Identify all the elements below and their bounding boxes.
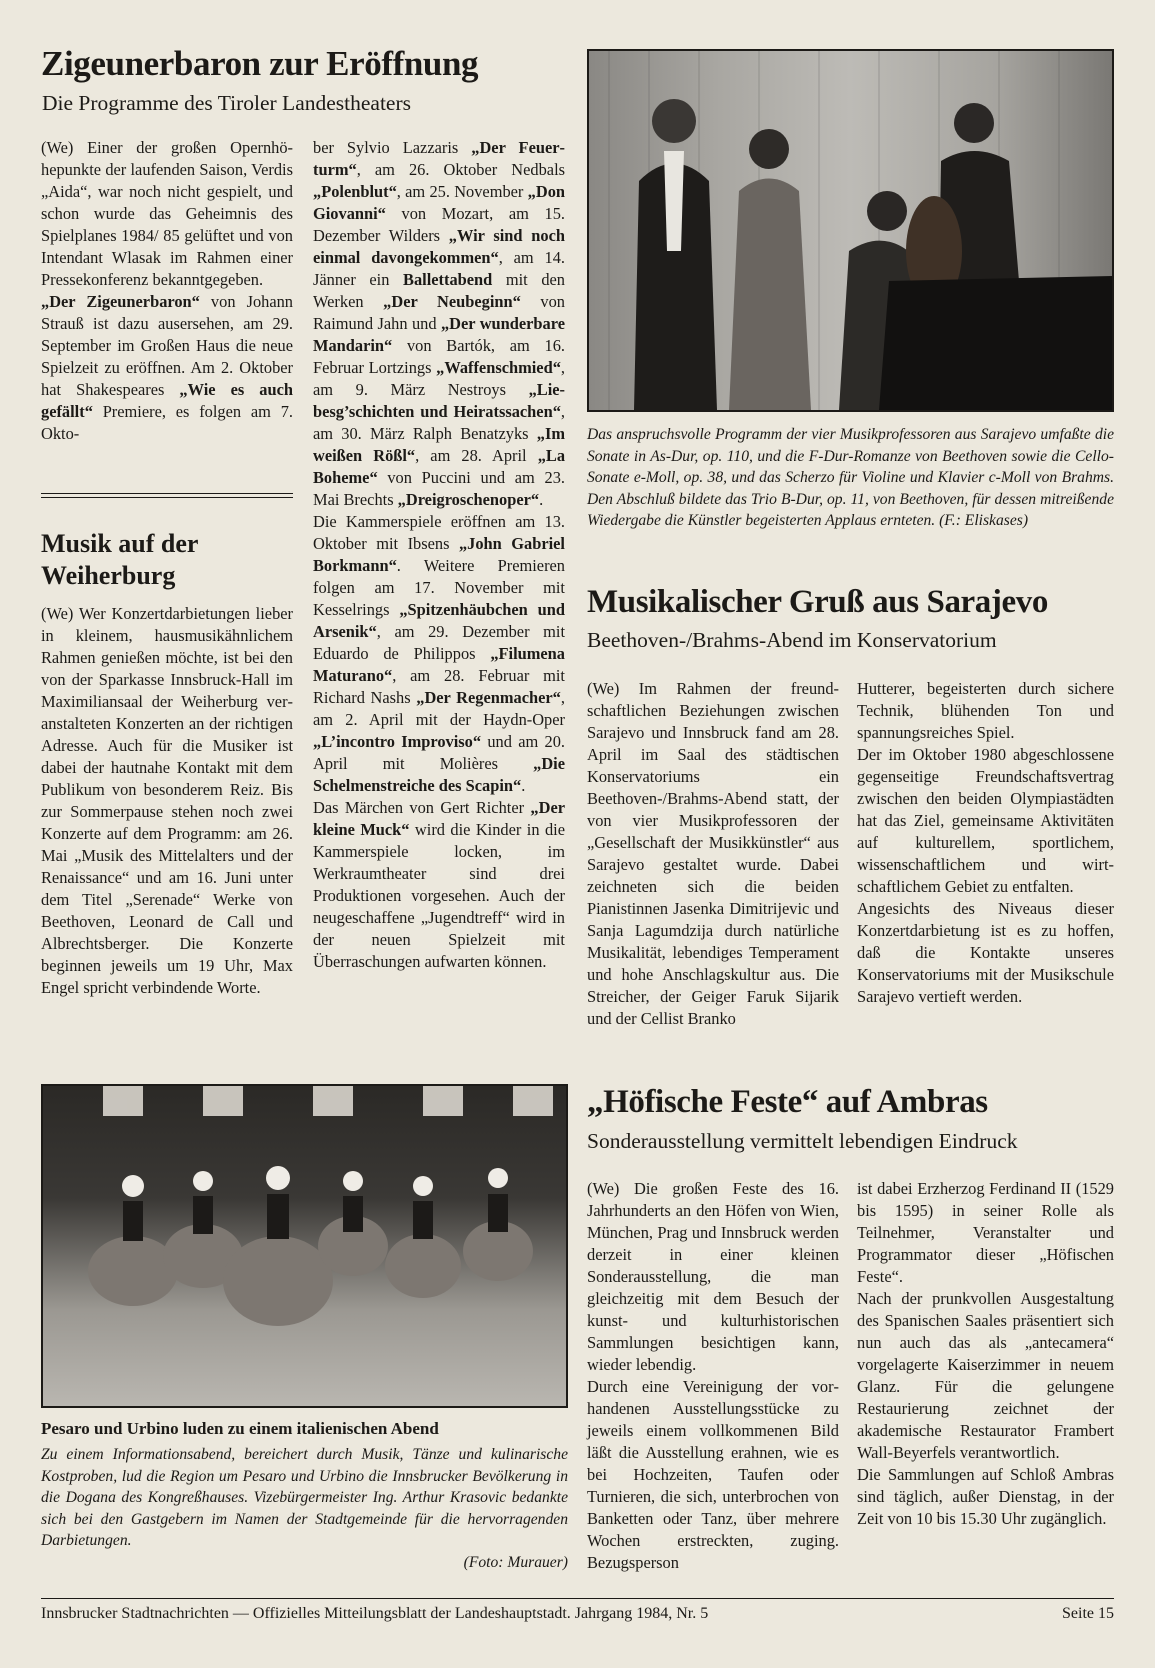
photo-credit: (Foto: Murauer) <box>463 1554 568 1571</box>
divider <box>41 493 293 494</box>
page-number: Seite 15 <box>1062 1605 1114 1622</box>
photo-dancers <box>41 1084 568 1408</box>
footer-rule <box>41 1598 1114 1599</box>
article-ambras-col1: (We) Die großen Feste des 16. Jahrhunderts an den Höfen von Wien, München, Prag und Innsbruck werden derzeit in einer kleinen Sonderausstellung, die man gleichzeitig mit dem Besuch der kunst- und kulturhistorischen Sammlungen besichtigen kann, wieder lebendig. Durch eine Vereinigung der vorhandenen Ausstellungsstücke zu jeweils einem vollkommenen Bild läßt die Ausstellung erahnen, wie es bei Hochzeiten, Taufen oder Turnieren, die sich, unterbrochen von Banketten oder Tanz, über mehrere Wochen erstreckten, zuging. Bezugsperson <box>587 1179 839 1572</box>
article-theater-col2: ber Sylvio Lazzaris „Der Feuerturm“, am 26. Oktober Nedbals „Polenblut“, am 25. November „Don Giovanni“ von Mozart, am 15. Dezember Wilders „Wir sind noch einmal davongekommen“, am 14. Jänner ein Ballettabend mit den Werken „Der Neubeginn“ von Raimund Jahn und „Der wunderbare Mandarin“ von Bartók, am 16. Februar Lortzings „Waffenschmied“, am 9. März Nestroys „Liebesg’schichten und Heiratssachen“, am 30. März Ralph Benatzyks „Im weißen Rößl“, am 28. April „La Boheme“ von Puccini und am 23. Mai Brechts „Dreigroschenoper“. Die Kammerspiele eröffnen am 13. Oktober mit Ibsens „John Gabriel Borkmann“. Weitere Premieren folgen am 17. November mit Kesselrings „Spitzenhäubchen und Arsenik“, am 29. Dezember mit Eduardo de Philippos „Filumena Maturano“, am 28. Februar mit Richard Nashs „Der Regenmacher“, am 2. April mit der Haydn-Oper „L’incontro Improviso“ und am 20. April mit Molières „Die Schelmenstreiche des Scapin“. Das Märchen von Gert Richter „Der kleine Muck“ wird die Kinder in die Kammerspiele locken, im Werkraumtheater sind drei Produktionen vorgesehen. Auch der neugeschaffene „Jugendtreff“ wird in der neuen Spielzeit mit Überraschungen aufwarten können. <box>313 138 566 971</box>
headline-ambras: „Höfische Feste“ auf Ambras <box>587 1084 988 1120</box>
headline-sarajevo: Musikalischer Gruß aus Sarajevo <box>587 584 1048 620</box>
subheadline-sonderausstellung: Sonderausstellung vermittelt lebendigen Eindruck <box>587 1129 1018 1153</box>
article-sarajevo-col1: (We) Im Rahmen der freundschaftlichen Beziehungen zwischen Sarajevo und Innsbruck fand am 28. April im Saal des städtischen Konservatoriums ein Beethoven-/Brahms-Abend statt, der von vier Musikprofessoren der „Gesellschaft der Musikkünstler“ aus Sarajevo gestaltet wurde. Dabei zeichneten sich die beiden Pianistinnen Jasenka Dimitrijevic und Sanja Lagumdzija durch natürliche Musikalität, lebendiges Temperament und hohe Anschlagskultur aus. Die Streicher, der Geiger Faruk Sijarik und der Cellist Branko <box>587 679 839 1028</box>
caption-musicians: Das anspruchsvolle Programm der vier Musikprofessoren aus Sarajevo umfaßte die Sonate in As-Dur, op. 110, und die F-Dur-Romanze von Beethoven sowie die Cello-Sonate e-Moll, op. 38, und das Scherzo für Violine und Klavier c-Moll von Brahms. Den Abschluß bildete das Trio B-Dur, op. 11, von Beethoven, für dessen mitreißende Wiedergabe die Künstler begeisterten Applaus ernteten. (F.: Eliskases) <box>587 426 1114 529</box>
photo-musicians <box>587 49 1114 412</box>
caption-dancers: Zu einem Informationsabend, bereichert durch Musik, Tänze und kulinarische Kostproben, lud die Region um Pesaro und Urbino die Innsbrucker Bevölkerung in die Dogana des Kongreßhauses. Vizebürgermeister Ing. Arthur Krasovic bedankte sich bei den Gastgebern im Namen der Stadtgemeinde für die hervorragenden Darbietungen. <box>41 1446 568 1549</box>
headline-zigeunerbaron: Zigeunerbaron zur Eröffnung <box>41 44 479 83</box>
article-sarajevo-col2: Hutterer, begeisterten durch sichere Technik, blühenden Ton und spannungsreiches Spiel. Der im Oktober 1980 abgeschlossene gegenseitige Freundschaftsvertrag zwischen den beiden Olympiastädten hat das Ziel, gemeinsame Aktivitäten auf kulturellem, sportlichem, wissenschaftlichem und wirtschaftlichem Gebiet zu entfalten. Angesichts des Niveaus dieser Konzertdarbietung ist es zu hoffen, daß die Kontakte unseres Konservatoriums mit der Musikschule Sarajevo vertieft werden. <box>857 679 1114 1006</box>
article-theater-col1: (We) Einer der großen Opernhöhepunkte der laufenden Saison, Verdis „Aida“, war noch nicht gespielt, und schon wurde das Geheimnis des Spielplanes 1984/ 85 gelüftet und von Intendant Wlasak im Rahmen einer Pressekonferenz bekanntgegeben. „Der Zigeunerbaron“ von Johann Strauß ist dazu ausersehen, am 29. September im Großen Haus die neue Spielzeit zu eröffnen. Am 2. Oktober hat Shakespeares „Wie es auch gefällt“ Premiere, es folgen am 7. Okto- <box>41 138 293 443</box>
musicians-illustration <box>589 51 1112 410</box>
headline-weiherburg: Musik auf der Weiherburg <box>41 529 198 590</box>
divider <box>41 497 293 498</box>
subheadline-programme: Die Programme des Tiroler Landestheaters <box>42 91 411 115</box>
dancers-illustration <box>43 1086 566 1406</box>
footer-masthead: Innsbrucker Stadtnachrichten — Offizielles Mitteilungsblatt der Landeshauptstadt. Jahrgang 1984, Nr. 5 <box>41 1605 709 1622</box>
subheadline-konservatorium: Beethoven-/Brahms-Abend im Konservatorium <box>587 628 997 652</box>
article-ambras-col2: ist dabei Erzherzog Ferdinand II (1529 bis 1595) in seiner Rolle als Teilnehmer, Veranstalter und Programmator dieser „Höfischen Feste“. Nach der prunkvollen Ausgestaltung des Spanischen Saales präsentiert sich nun auch das als „antecamera“ vorgelagerte Kaiserzimmer in neuem Glanz. Für die gelungene Restaurierung zeichnet der akademische Restaurator Frambert Wall-Beyerfels verantwortlich. Die Sammlungen auf Schloß Ambras sind täglich, außer Dienstag, in der Zeit von 10 bis 15.30 Uhr zugänglich. <box>857 1179 1114 1528</box>
headline-pesaro: Pesaro und Urbino luden zu einem italienischen Abend <box>41 1419 439 1438</box>
article-weiherburg-body: (We) Wer Konzertdarbietungen lieber in kleinem, hausmusikähnlichem Rahmen genießen möchte, ist bei den von der Sparkasse Innsbruck-Hall im Maximiliansaal der Weiherburg veranstalteten Konzerten an der richtigen Adresse. Auch für die Musiker ist dabei der hautnahe Kontakt mit dem Publikum von besonderem Reiz. Bis zur Sommerpause stehen noch zwei Konzerte auf dem Programm: am 26. Mai „Musik des Mittelalters und der Renaissance“ und am 16. Juni unter dem Titel „Serenade“ Werke von Beethoven, Leonard de Call und Albrechtsberger. Die Konzerte beginnen jeweils um 19 Uhr, Max Engel spricht verbindende Worte. <box>41 604 293 997</box>
